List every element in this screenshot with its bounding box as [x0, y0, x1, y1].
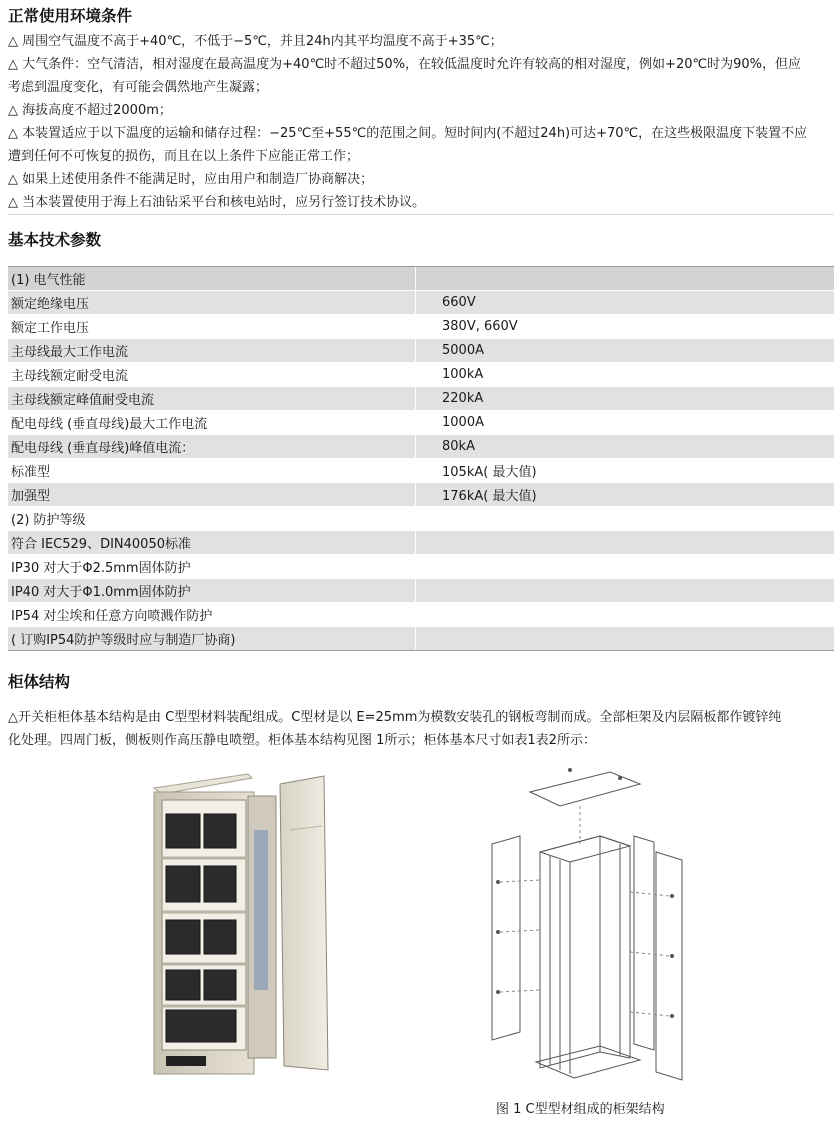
param-label: IP40 对大于Φ1.0mm固体防护	[8, 579, 416, 603]
param-value	[416, 627, 835, 651]
param-value	[416, 603, 835, 627]
param-value: 80kA	[416, 435, 835, 459]
param-value: 5000A	[416, 339, 835, 363]
param-label: 配电母线 (垂直母线)峰值电流：	[8, 435, 416, 459]
structure-line: 化处理。四周门板，侧板则作高压静电喷塑。柜体基本结构见图 1所示；柜体基本尺寸如表1表2所示：	[8, 733, 596, 748]
table-row	[8, 435, 834, 459]
env-line: △ 当本装置使用于海上石油钻采平台和核电站时，应另行签订技术协议。	[8, 195, 426, 210]
section-title-structure: 柜体结构	[8, 673, 71, 691]
table-row	[8, 555, 834, 579]
param-value	[416, 531, 835, 555]
env-line: △ 周围空气温度不高于+40℃，不低于−5℃，并且24h内其平均温度不高于+35℃；	[8, 34, 503, 49]
table-row	[8, 459, 834, 483]
param-label: IP30 对大于Φ2.5mm固体防护	[8, 555, 416, 579]
param-label: IP54 对尘埃和任意方向喷溅作防护	[8, 603, 416, 627]
param-value: 100kA	[416, 363, 835, 387]
param-value: 1000A	[416, 411, 835, 435]
table-row	[8, 627, 834, 651]
param-label: ( 订购IP54防护等级时应与制造厂协商)	[8, 627, 416, 651]
parameters-table	[8, 266, 834, 651]
param-value: 380V, 660V	[416, 315, 835, 339]
table-row	[8, 579, 834, 603]
section-title-environment: 正常使用环境条件	[8, 7, 133, 25]
param-value	[416, 507, 835, 531]
param-label: 标准型	[8, 459, 416, 483]
param-label: 配电母线 (垂直母线)最大工作电流	[8, 411, 416, 435]
structure-line: △开关柜柜体基本结构是由 C型型材料装配组成。C型材是以 E=25mm为模数安装孔的钢板弯制而成。全部柜架及内层隔板都作镀锌纯	[8, 710, 782, 725]
env-line: 考虑到温度变化，有可能会偶然地产生凝露；	[8, 80, 269, 95]
table-row	[8, 411, 834, 435]
figure-caption: 图 1 C型型材组成的柜架结构	[496, 1102, 665, 1117]
param-value: 660V	[416, 291, 835, 315]
structure-description	[8, 706, 826, 752]
env-line: △ 本装置适应于以下温度的运输和储存过程：−25℃至+55℃的范围之间。短时间内(不超过24h)可达+70℃，在这些极限温度下装置不应	[8, 126, 808, 141]
table-row	[8, 363, 834, 387]
table-row	[8, 267, 834, 291]
param-value: 220kA	[416, 387, 835, 411]
env-line: △ 海拔高度不超过2000m；	[8, 103, 172, 118]
table-row	[8, 291, 834, 315]
env-line: 遭到任何不可恢复的损伤，而且在以上条件下应能正常工作；	[8, 149, 360, 164]
param-value	[416, 555, 835, 579]
environment-conditions	[8, 30, 826, 214]
param-label: 加强型	[8, 483, 416, 507]
table-row	[8, 507, 834, 531]
param-label: 额定绝缘电压	[8, 291, 416, 315]
param-label: 主母线额定耐受电流	[8, 363, 416, 387]
param-value: 176kA( 最大值)	[416, 483, 835, 507]
env-line: △ 大气条件：空气清洁，相对湿度在最高温度为+40℃时不超过50%，在较低温度时允许有较高的相对湿度，例如+20℃时为90%，但应	[8, 57, 801, 72]
cabinet-photo	[148, 770, 332, 1082]
table-row	[8, 483, 834, 507]
param-value	[416, 267, 835, 291]
table-row	[8, 603, 834, 627]
table-row	[8, 387, 834, 411]
param-label: 符合 IEC529、DIN40050标准	[8, 531, 416, 555]
section-title-parameters: 基本技术参数	[8, 231, 102, 249]
param-label: (2) 防护等级	[8, 507, 416, 531]
env-line: △ 如果上述使用条件不能满足时，应由用户和制造厂协商解决；	[8, 172, 374, 187]
param-value: 105kA( 最大值)	[416, 459, 835, 483]
param-label: 主母线额定峰值耐受电流	[8, 387, 416, 411]
param-label: 主母线最大工作电流	[8, 339, 416, 363]
divider	[8, 214, 834, 215]
param-label: (1) 电气性能	[8, 267, 416, 291]
frame-structure-diagram	[470, 762, 710, 1090]
table-row	[8, 339, 834, 363]
table-row	[8, 531, 834, 555]
param-value	[416, 579, 835, 603]
table-row	[8, 315, 834, 339]
param-label: 额定工作电压	[8, 315, 416, 339]
